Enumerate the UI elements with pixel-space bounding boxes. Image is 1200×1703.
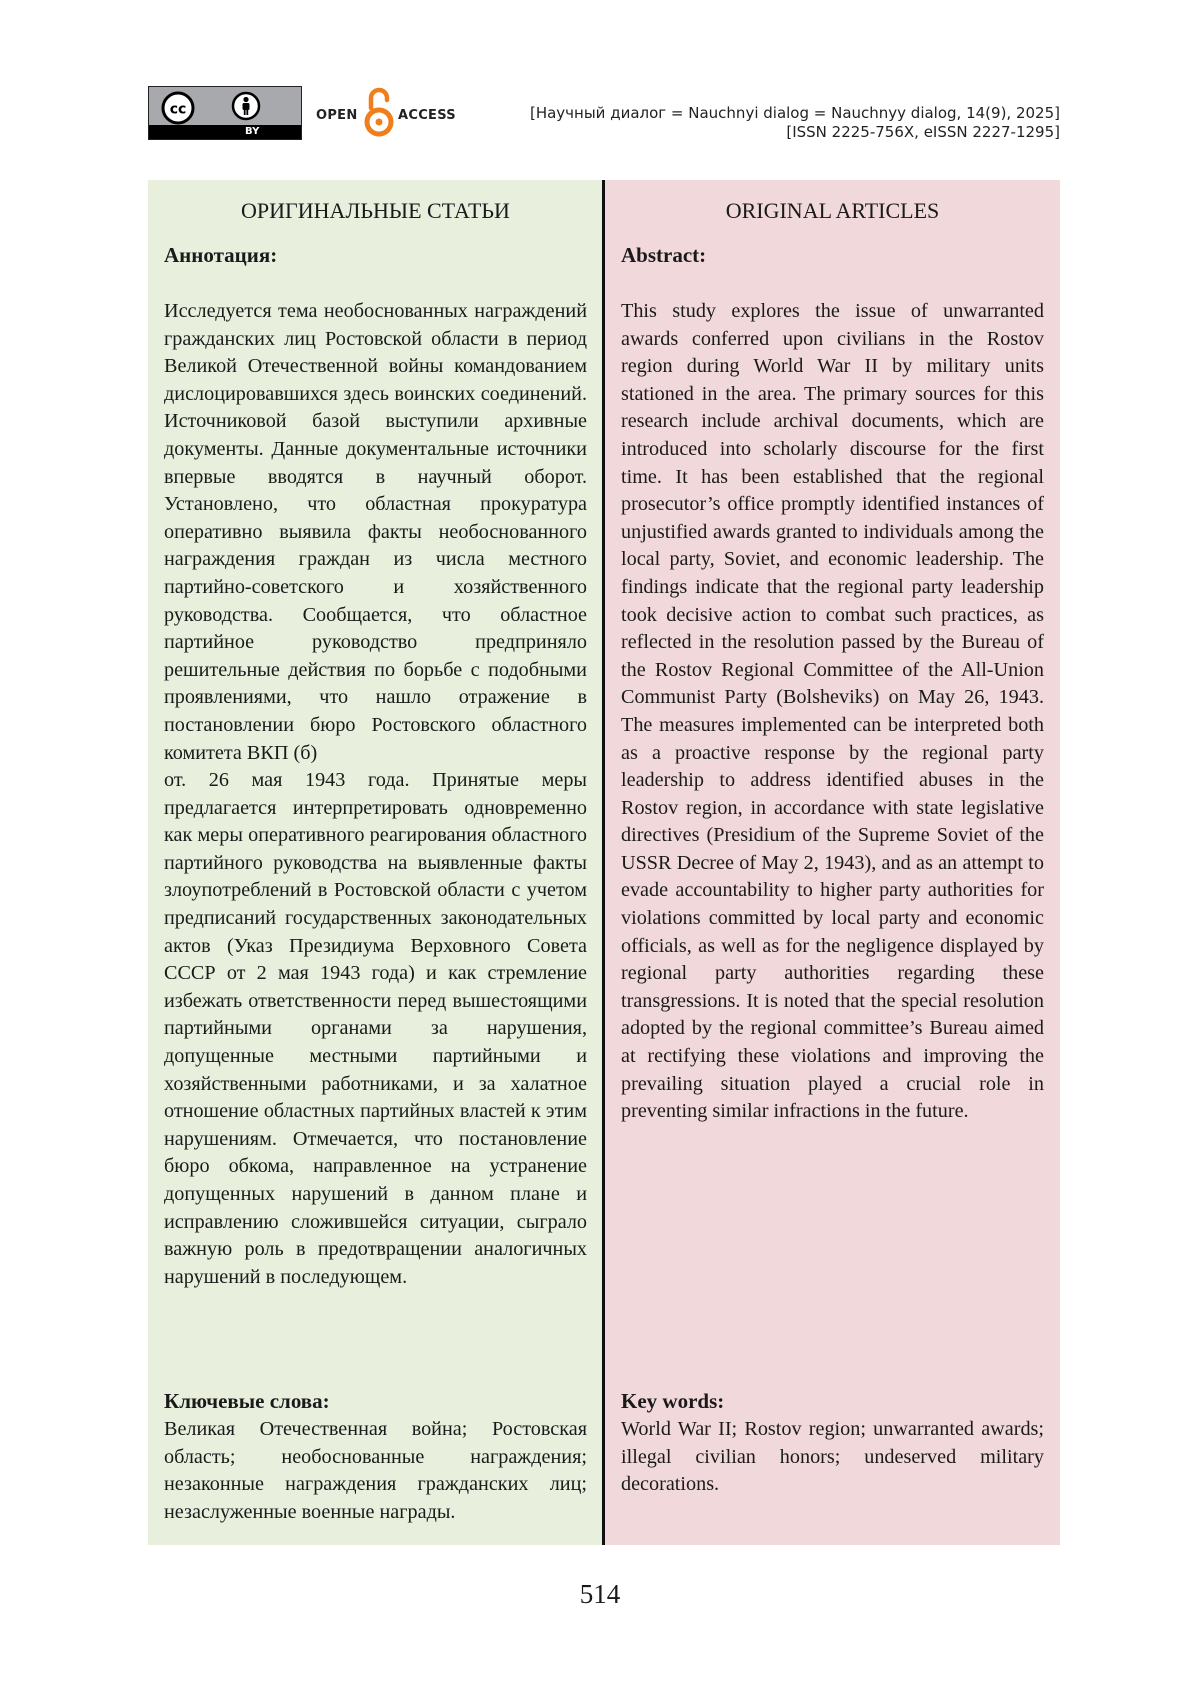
page-header bbox=[148, 86, 1060, 146]
keywords-label-en: Key words: bbox=[621, 1389, 725, 1413]
abstract-text-en bbox=[621, 298, 1044, 1126]
abstract-text-ru bbox=[164, 298, 587, 1291]
journal-issn-line: [ISSN 2225-756X, eISSN 2227-1295] bbox=[786, 123, 1060, 141]
section-title-ru: ОРИГИНАЛЬНЫЕ СТАТЬИ bbox=[241, 198, 510, 223]
cc-by-label: BY bbox=[245, 126, 260, 137]
attribution-person-icon bbox=[231, 91, 261, 121]
cc-badge-bar bbox=[149, 125, 301, 139]
keywords-label-ru: Ключевые слова: bbox=[164, 1389, 330, 1413]
abstract-label-en: Abstract: bbox=[621, 243, 707, 267]
keywords-text-ru: Великая Отечественная война; Ростовская область; необоснованные награждения; незаконные награждения гражданских лиц; незаслуженные военные награды. bbox=[164, 1418, 587, 1523]
open-access-logo[interactable] bbox=[316, 86, 466, 140]
open-access-access-text: ACCESS bbox=[398, 108, 456, 123]
keywords-text-en: World War II; Rostov region; unwarranted awards; illegal civilian honors; undeserved military decorations. bbox=[621, 1418, 1044, 1496]
abstract-paragraph: Исследуется тема необоснованных награждений гражданских лиц Ростовской области в период Великой Отечественной войны командованием дислоцировавшихся здесь воинских соединений. Источниковой базой выступили архивные документы. Данные документальные источники впервые вводятся в научный оборот. Установлено, что областная прокуратура оперативно выявила факты необоснованного награждения граждан из числа местного партийно-советского и хозяйственного руководства. Сообщается, что областное партийное руководство предприняло решительные действия по борьбе с подобными проявлениями, что нашло отражение в постановлении бюро Ростовского областного комитета ВКП (б) bbox=[164, 300, 587, 764]
journal-citation bbox=[530, 104, 1060, 142]
open-access-lock-icon bbox=[364, 86, 394, 138]
russian-column bbox=[148, 180, 603, 1545]
journal-citation-line: [Научный диалог = Nauchnyi dialog = Nauchnyy dialog, 14(9), 2025] bbox=[529, 104, 1060, 122]
keywords-block-en bbox=[621, 1388, 1044, 1499]
abstract-columns bbox=[148, 180, 1060, 1545]
abstract-paragraph: This study explores the issue of unwarranted awards conferred upon civilians in the Rostov region during World War II by military units stationed in the area. The primary sources for this research include archival documents, which are introduced into scholarly discourse for the first time. It has been established that the regional prosecutor’s office promptly identified instances of unjustified awards granted to individuals among the local party, Soviet, and economic leadership. The findings indicate that the regional party leadership took decisive action to combat such practices, as reflected in the resolution passed by the Bureau of the Rostov Regional Committee of the All-Union Communist Party (Bolsheviks) on May 26, 1943. The measures implemented can be interpreted both as a proactive response by the regional party leadership to address identified abuses in the Rostov region, in accordance with state legislative directives (Presidium of the Supreme Soviet of the USSR Decree of May 2, 1943), and as an attempt to evade accountability to higher party authorities for violations committed by local party and economic officials, as well as for the negligence displayed by regional party authorities regarding these transgressions. It is noted that the special resolution adopted by the regional committee’s Bureau aimed at rectifying these violations and improving the prevailing situation played a crucial role in preventing similar infractions in the future. bbox=[621, 300, 1044, 1123]
creative-commons-icon bbox=[161, 91, 195, 125]
section-title-en: ORIGINAL ARTICLES bbox=[725, 198, 940, 223]
keywords-block-ru bbox=[164, 1388, 587, 1526]
abstract-label-ru: Аннотация: bbox=[164, 243, 278, 267]
abstract-paragraph: от. 26 мая 1943 года. Принятые меры предлагается интерпретировать одновременно как меры оперативного реагирования областного партийного руководства на выявленные факты злоупотреблений в Ростовской области с учетом предписаний государственных законодательных актов (Указ Президиума Верховного Совета СССР от 2 мая 1943 года) и как стремление избежать ответственности перед вышестоящими партийными органами за нарушения, допущенные местными партийными и хозяйственными работниками, и за халатное отношение областных партийных властей к этим нарушениям. Отмечается, что постановление бюро обкома, направленное на устранение допущенных нарушений в данном плане и исправлению сложившейся ситуации, сыграло важную роль в предотвращении аналогичных нарушений в последующем. bbox=[164, 769, 587, 1288]
page-number: 514 bbox=[579, 1579, 621, 1609]
english-column bbox=[605, 180, 1060, 1545]
open-access-open-text: OPEN bbox=[316, 108, 358, 123]
cc-label: cc bbox=[169, 101, 187, 118]
cc-by-license-badge[interactable] bbox=[148, 86, 302, 140]
